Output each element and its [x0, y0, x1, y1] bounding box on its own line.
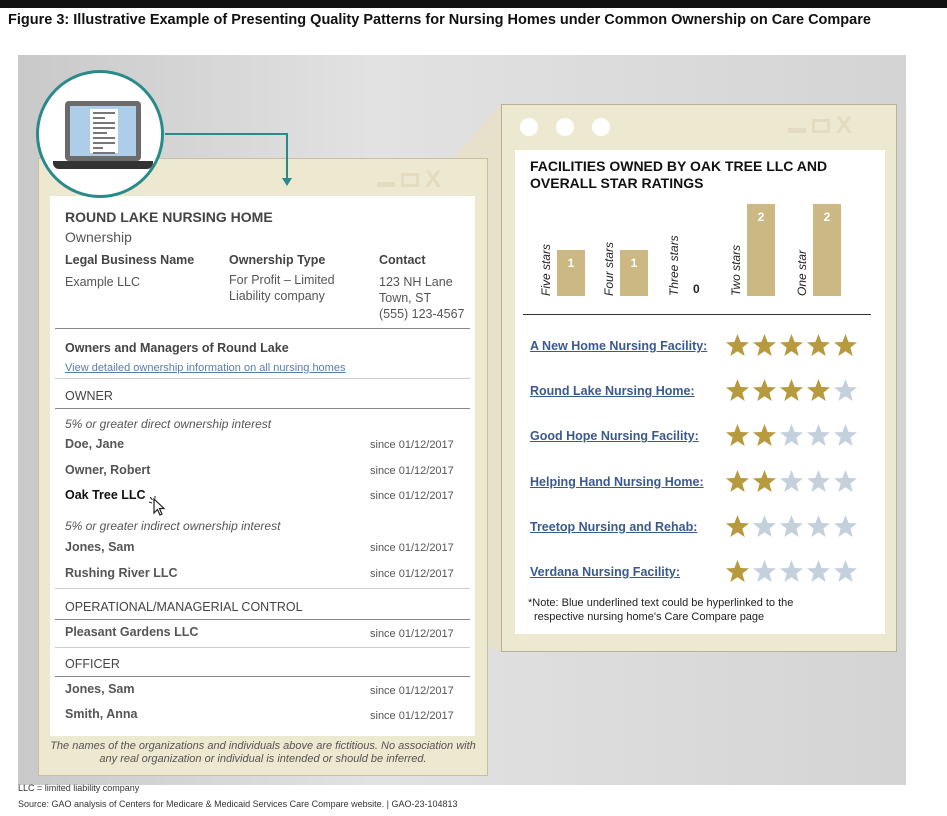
- owner-name: Doe, Jane: [65, 437, 125, 451]
- maximize-icon[interactable]: [812, 119, 830, 133]
- bar: [813, 204, 841, 296]
- connector-arrow: [286, 133, 288, 179]
- star-empty-icon: [779, 514, 804, 539]
- facility-link[interactable]: Good Hope Nursing Facility:: [530, 429, 699, 444]
- star-ratings-page: [515, 150, 885, 634]
- divider: [55, 647, 470, 648]
- divider: [55, 619, 470, 620]
- hyperlink-note: [528, 596, 793, 624]
- officer-since: since 01/12/2017: [370, 685, 454, 697]
- star-distribution-chart: [515, 195, 885, 300]
- facility-name: ROUND LAKE NURSING HOME: [65, 209, 273, 225]
- facility-link[interactable]: Verdana Nursing Facility:: [530, 565, 681, 579]
- window-dot: [592, 118, 610, 136]
- bar-value-label: 1: [567, 256, 575, 270]
- chart-baseline: [523, 314, 871, 315]
- window-dot: [556, 118, 574, 136]
- divider: [55, 676, 470, 677]
- bar-value-label: 2: [823, 210, 831, 224]
- legal-name-header: Legal Business Name: [65, 253, 195, 267]
- divider: [55, 378, 470, 379]
- officer-name: Smith, Anna: [65, 707, 138, 721]
- star-empty-icon: [752, 559, 777, 584]
- window-controls: [788, 112, 853, 139]
- bar-category-label: Five stars: [539, 243, 553, 296]
- note-line1: *Note: Blue underlined text could be hyperlinked to the: [528, 597, 794, 609]
- officer-name: Jones, Sam: [65, 682, 135, 696]
- star-empty-icon: [833, 514, 858, 539]
- star-filled-icon: [833, 333, 858, 358]
- facility-link[interactable]: Treetop Nursing and Rehab:: [530, 519, 698, 534]
- bar-value-label: 1: [630, 256, 638, 270]
- star-empty-icon: [833, 559, 858, 584]
- bar: [620, 250, 648, 296]
- arrow-head-icon: [282, 178, 292, 186]
- pointer-cursor-icon: [148, 496, 170, 518]
- bar-category-label: Two stars: [729, 244, 743, 296]
- star-filled-icon: [725, 378, 750, 403]
- star-filled-icon: [779, 333, 804, 358]
- bar-category-label: Three stars: [667, 235, 681, 296]
- bar-category-label: Four stars: [602, 241, 616, 296]
- laptop-screen: [65, 101, 141, 161]
- close-icon[interactable]: X: [836, 112, 853, 139]
- owner-name: Owner, Robert: [65, 463, 151, 477]
- star-empty-icon: [806, 423, 831, 448]
- figure-title: Figure 3: Illustrative Example of Presenting Quality Patterns for Nursing Homes under Common Ownership on Care Compare: [8, 12, 871, 28]
- note-line2: respective nursing home's Care Compare page: [534, 611, 765, 623]
- ownership-subtitle: Ownership: [65, 229, 132, 245]
- star-empty-icon: [833, 469, 858, 494]
- ratings-title: [530, 158, 827, 192]
- owner-since: since 01/12/2017: [370, 542, 454, 554]
- star-empty-icon: [752, 514, 777, 539]
- minimize-icon[interactable]: [377, 182, 395, 187]
- star-rating: [725, 333, 858, 358]
- star-filled-icon: [752, 469, 777, 494]
- star-rating: [725, 514, 858, 539]
- star-filled-icon: [725, 469, 750, 494]
- document-icon: [90, 109, 118, 153]
- officer-section-title: OFFICER: [65, 657, 120, 671]
- star-filled-icon: [752, 378, 777, 403]
- minimize-icon[interactable]: [788, 128, 806, 133]
- owner-name: Rushing River LLC: [65, 566, 178, 580]
- bar: [747, 204, 775, 296]
- bar-value-label: 2: [757, 210, 765, 224]
- owner-since: since 01/12/2017: [370, 439, 454, 451]
- bar-value-label: 0: [693, 282, 700, 296]
- owner-since: since 01/12/2017: [370, 465, 454, 477]
- close-icon[interactable]: X: [425, 166, 442, 193]
- contact-line2: Town, ST: [379, 291, 432, 305]
- star-empty-icon: [779, 423, 804, 448]
- star-filled-icon: [806, 378, 831, 403]
- ownership-type-line1: For Profit – Limited: [229, 273, 335, 287]
- oak-tree-llc-link[interactable]: Oak Tree LLC: [65, 488, 146, 502]
- window-dot: [520, 118, 538, 136]
- owner-since: since 01/12/2017: [370, 568, 454, 580]
- contact-header: Contact: [379, 253, 426, 267]
- window-controls: [377, 166, 442, 193]
- owners-title: Owners and Managers of Round Lake: [65, 341, 289, 355]
- star-rating: [725, 559, 858, 584]
- divider: [55, 588, 470, 589]
- ownership-page: [50, 196, 475, 736]
- ownership-type-header: Ownership Type: [229, 253, 326, 267]
- star-rating: [725, 378, 858, 403]
- bar: [557, 250, 585, 296]
- ownership-info-link[interactable]: View detailed ownership information on all nursing homes: [65, 362, 346, 374]
- laptop-base: [53, 161, 153, 169]
- operator-since: since 01/12/2017: [370, 628, 454, 640]
- ownership-type-line2: Liability company: [229, 289, 325, 303]
- star-filled-icon: [806, 333, 831, 358]
- divider: [55, 328, 470, 329]
- operational-section-title: OPERATIONAL/MANAGERIAL CONTROL: [65, 600, 303, 614]
- star-empty-icon: [806, 559, 831, 584]
- legal-name-value: Example LLC: [65, 275, 141, 289]
- star-empty-icon: [806, 514, 831, 539]
- ratings-title-line2: OVERALL STAR RATINGS: [530, 175, 704, 191]
- facility-link[interactable]: Helping Hand Nursing Home:: [530, 474, 704, 489]
- star-filled-icon: [779, 378, 804, 403]
- operator-name: Pleasant Gardens LLC: [65, 625, 199, 639]
- star-empty-icon: [806, 469, 831, 494]
- disclaimer: The names of the organizations and individuals above are fictitious. No association with any real organization or individual is intended or should be inferred.: [50, 740, 476, 765]
- maximize-icon[interactable]: [401, 173, 419, 187]
- source-footnote: Source: GAO analysis of Centers for Medicare & Medicaid Services Care Compare website. | GAO-23-104813: [18, 799, 458, 809]
- officer-since: since 01/12/2017: [370, 710, 454, 722]
- owner-section-title: OWNER: [65, 389, 113, 403]
- laptop-illustration: [36, 70, 164, 198]
- ratings-title-line1: FACILITIES OWNED BY OAK TREE LLC AND: [530, 158, 828, 174]
- star-filled-icon: [725, 514, 750, 539]
- star-rating: [725, 469, 858, 494]
- star-filled-icon: [725, 423, 750, 448]
- contact-line3: (555) 123-4567: [379, 307, 465, 321]
- star-empty-icon: [833, 378, 858, 403]
- connector-arrow: [165, 133, 287, 135]
- owner-since: since 01/12/2017: [370, 490, 454, 502]
- direct-interest-heading: 5% or greater direct ownership interest: [65, 417, 272, 431]
- llc-footnote: LLC = limited liability company: [18, 783, 140, 793]
- star-filled-icon: [752, 333, 777, 358]
- star-empty-icon: [779, 469, 804, 494]
- indirect-interest-heading: 5% or greater indirect ownership interest: [65, 519, 281, 533]
- divider: [55, 408, 470, 409]
- star-filled-icon: [725, 559, 750, 584]
- facility-link[interactable]: A New Home Nursing Facility:: [530, 339, 708, 353]
- star-filled-icon: [752, 423, 777, 448]
- star-empty-icon: [779, 559, 804, 584]
- owner-name: Jones, Sam: [65, 540, 135, 554]
- bar-category-label: One star: [795, 249, 809, 296]
- star-empty-icon: [833, 423, 858, 448]
- contact-line1: 123 NH Lane: [379, 275, 453, 289]
- facility-link[interactable]: Round Lake Nursing Home:: [530, 384, 695, 399]
- star-filled-icon: [725, 333, 750, 358]
- star-rating: [725, 423, 858, 448]
